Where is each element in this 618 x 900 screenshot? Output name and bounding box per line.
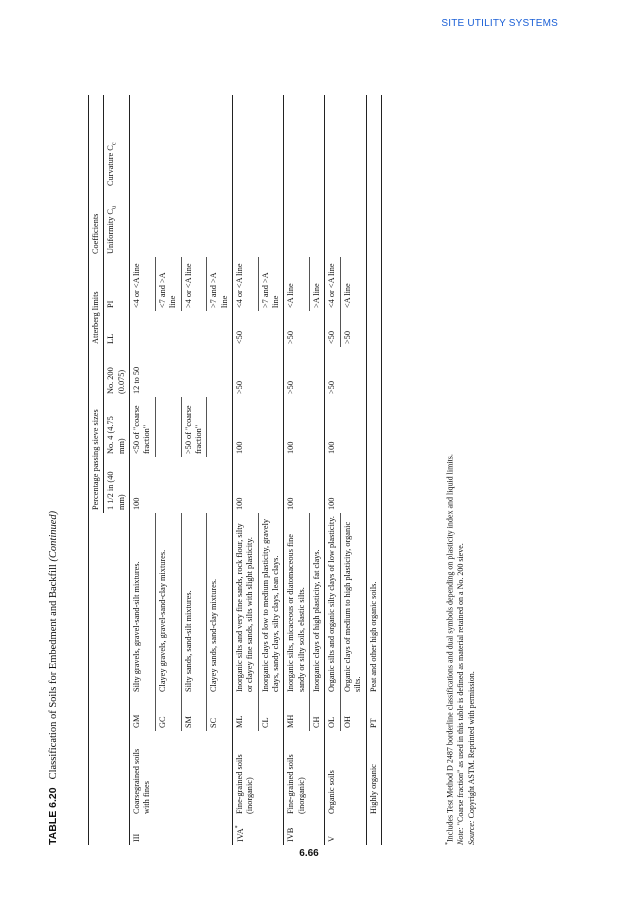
table-row: III Coarsegrained soils with fines GM Silty gravels, gravel-sand-silt mixtures. 100 <50 of "coarse fraction" 12 to 50 <4 or <A line [130,95,156,845]
col-group-atterberg: Atterberg limits [89,257,104,347]
col-pi: PI [104,257,130,311]
page-number: 6.66 [299,848,319,859]
table-row: IVB Fine-grained soils (inorganic) MH Inorganic silts, micaceous or diatomaceous fine sandy or silty soils, elastic silts. 100 100 >50 >50 <A line [284,95,310,845]
col-group-coefficients: Coefficients [89,95,104,257]
table-row: SM Silty sands, sand-silt mixtures. >50 of "coarse fraction" >4 or <A line [181,95,207,845]
table-row: IVA* Fine-grained soils (inorganic) ML Inorganic silts and very fine sands, rock flour, silty or clayey fine sands, silts with slight plasticity. 100 100 >50 <50 <4 or <A line [232,95,258,845]
col-group-percentage: Percentage passing sieve sizes [89,347,104,513]
col-curvature: Curvature $C_c$ [104,95,130,189]
note: Note: "Coarse fraction" as used in this table is defined as material retained on a No. 200 sieve. [456,543,466,845]
table-row: V Organic soils OL Organic silts and organic silty clays of low plasticity. 100 100 >50 <50 <4 or <A line [325,95,340,845]
footnote: *Includes Test Method D 2487 borderline classifications and dual symbols depending on plasticity index and liquid limits. [445,454,455,845]
source: Source: Copyright ASTM. Reprinted with permission. [467,671,477,845]
table-row: GC Clayey gravels, gravel-sand-clay mixtures. <7 and >A line [155,95,181,845]
table-notes [444,454,478,845]
col-sieve-1-5: 1 1/2 in (40 mm) [104,457,130,513]
table-label: TABLE 6.20 [47,787,59,845]
table-title-suffix: (Continued) [48,510,59,562]
col-class [89,817,130,845]
table-row: OH Organic clays of medium to high plasticity, organic silts. >50 <A line [340,95,366,845]
col-uniformity: Uniformity $C_u$ [104,189,130,257]
col-no200: No. 200 (0.075) [104,347,130,397]
rotated-table-page [44,95,544,845]
table-title: Classification of Soils for Embedment and Backfill [48,564,59,780]
running-header: SITE UTILITY SYSTEMS [441,18,558,29]
table-row: CL Inorganic clays of low to medium plasticity, gravely clays, sandy clays, silty clays, lean clays. >7 and >A line [258,95,284,845]
col-ll: LL [104,311,130,347]
table-row: CH Inorganic clays of high plasticity, fat clays. >A line [310,95,325,845]
col-no4: No. 4 (4.75 mm) [104,397,130,457]
table-row: Highly organic PT Peat and other high organic soils. [366,95,381,845]
soil-classification-table [88,95,382,845]
table-row: SC Clayey sands, sand-clay mixtures. >7 and >A line [207,95,233,845]
table-caption [47,511,59,845]
